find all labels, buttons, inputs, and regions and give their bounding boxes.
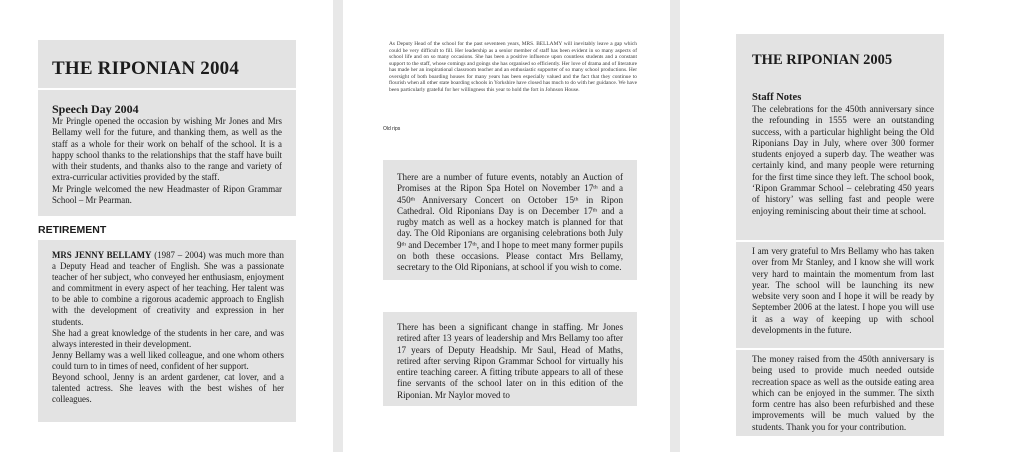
staff-notes-body: The celebrations for the 450th anniversary since the refounding in 1555 were an outstanding success, with a particular highlight being the Old Riponians Day in July, where over 300 former students enjoyed a superb day. The weather was certainly kind, and many people were returning for the first time since they left. The school book, ‘Ripon Grammar School – celebrating 450 years of history’ was selling fast and people were enjoying reminiscing about their time at school. (752, 104, 934, 216)
ordinal-suffix: th (472, 241, 477, 248)
ordinal-suffix: th (574, 196, 579, 203)
events-text: Anniversary Concert on October 15 (415, 194, 574, 205)
speech-day-panel (38, 90, 296, 216)
staff-notes-heading: Staff Notes (752, 92, 802, 103)
events-text: and a 450 (397, 183, 623, 205)
bellamy-paragraph: Jenny Bellamy was a well liked colleague, and one whom others could turn to in times of need, confident of her support. (52, 349, 284, 371)
bellamy-panel (38, 240, 296, 422)
bellamy-intro-text: (1987 – 2004) was much more than a Deputy Head and teacher of English. She was a passionate teacher of her subject, who conveyed her enthusiasm, enjoyment and commitment in every aspect of her teaching. Her talent was to be able to combine a rigorous academic approach to English with the development of creativity and expression in her students. (52, 250, 284, 327)
page-title: THE RIPONIAN 2004 (52, 58, 240, 79)
bellamy-paragraph: She had a great knowledge of the students in her care, and was always interested in their development. (52, 327, 284, 349)
page-title: THE RIPONIAN 2005 (752, 52, 893, 68)
money-body: The money raised from the 450th anniversary is being used to provide much needed outside recreation space as well as the outside eating area which can be enjoyed in the summer. The sixth form centre has also been refurbished and these improvements will be much valued by the students. Thank you for your contribution. (752, 354, 934, 432)
bellamy-paragraph: Beyond school, Jenny is an ardent gardener, cat lover, and a talented actress. She leaves with the best wishes of her colleagues. (52, 372, 284, 405)
bellamy-body (52, 250, 284, 405)
retirement-heading: RETIREMENT (38, 224, 107, 236)
grateful-panel (736, 242, 944, 348)
document-page-2 (343, 0, 670, 452)
bellamy-name: MRS JENNY BELLAMY (52, 250, 152, 260)
ordinal-suffix: th (593, 184, 598, 191)
document-page-3 (680, 0, 1024, 452)
staffing-panel (383, 312, 637, 406)
money-panel (736, 350, 944, 436)
staff-notes-panel (736, 88, 944, 240)
ordinal-suffix: th (410, 196, 416, 203)
events-text: and a rugby match as well as a hockey match is planned for that day. The Old Riponians are organising celebrations both July 9 (397, 205, 623, 250)
document-page-1 (0, 0, 333, 452)
deputy-head-tribute: As Deputy Head of the school for the past seventeen years, MRS. BELLAMY will inevitably leave a gap which could be very difficult to fill. Her leadership as a senior member of staff has been evident in so many aspects of school life and on so many occasions. She has been a positive influence upon countless students and a constant support to the staff, whose comings and goings she has organised so efficiently. Her love of drama and of literature has made her an inspirational classroom teacher and an enthusiastic supporter of so many school productions. Her oversight of both boarding houses for many years has been especially valued and the fact that they continue to flourish when all other state boarding schools in Yorkshire have closed has much to do with her guidance. We have been particularly grateful for her willingness this year to hold the fort in Johnson House. (389, 41, 637, 93)
image-caption: Old rips (383, 126, 401, 132)
title-panel (38, 40, 296, 88)
events-text: There are a number of future events, notably an Auction of Promises at the Ripon Spa Hotel on November 17 (397, 172, 623, 194)
staffing-body: There has been a significant change in staffing. Mr Jones retired after 13 years of leadership and Mrs Bellamy too after 17 years of Deputy Headship. Mr Saul, Head of Maths, retired after serving Ripon Grammar School for virtually his entire teaching career. A fitting tribute appears to all of these fine servants of the school later on in this edition of the Riponian. Mr Naylor moved to (397, 322, 623, 400)
ordinal-suffix: th (592, 207, 598, 214)
events-text: and December 17 (405, 239, 473, 250)
speech-day-heading: Speech Day 2004 (52, 102, 139, 116)
events-text: in Ripon Cathedral. Old Riponians Day is on December 17 (397, 194, 623, 216)
grateful-body: I am very grateful to Mrs Bellamy who has taken over from Mr Stanley, and I know she will work very hard to maintain the momentum from last year. The school will be launching its new website very soon and I hope it will be ready by September 2006 at the latest. I hope you will use it as a way of keeping up with school developments in the future. (752, 246, 934, 336)
speech-day-paragraph: Mr Pringle opened the occasion by wishing Mr Jones and Mrs Bellamy well for the future, and thanking them, as well as the staff as a whole for their work on behalf of the school. It is a happy school thanks to the relationships that the staff have built with their students, and thanks also to the range and variety of extra-curricular activities provided by the staff. (52, 116, 282, 183)
ordinal-suffix: th (401, 241, 406, 248)
bellamy-paragraph (52, 250, 284, 328)
events-text: , and I hope to meet many former pupils on both these occasions. Please contact Mrs Bellamy, secretary to the Old Riponians, at school if you wish to come. (397, 239, 623, 273)
speech-day-paragraph: Mr Pringle welcomed the new Headmaster of Ripon Grammar School – Mr Pearman. (52, 183, 282, 206)
title-panel (736, 34, 944, 88)
events-panel (383, 160, 637, 280)
events-body (397, 172, 623, 274)
speech-day-body (52, 116, 282, 206)
